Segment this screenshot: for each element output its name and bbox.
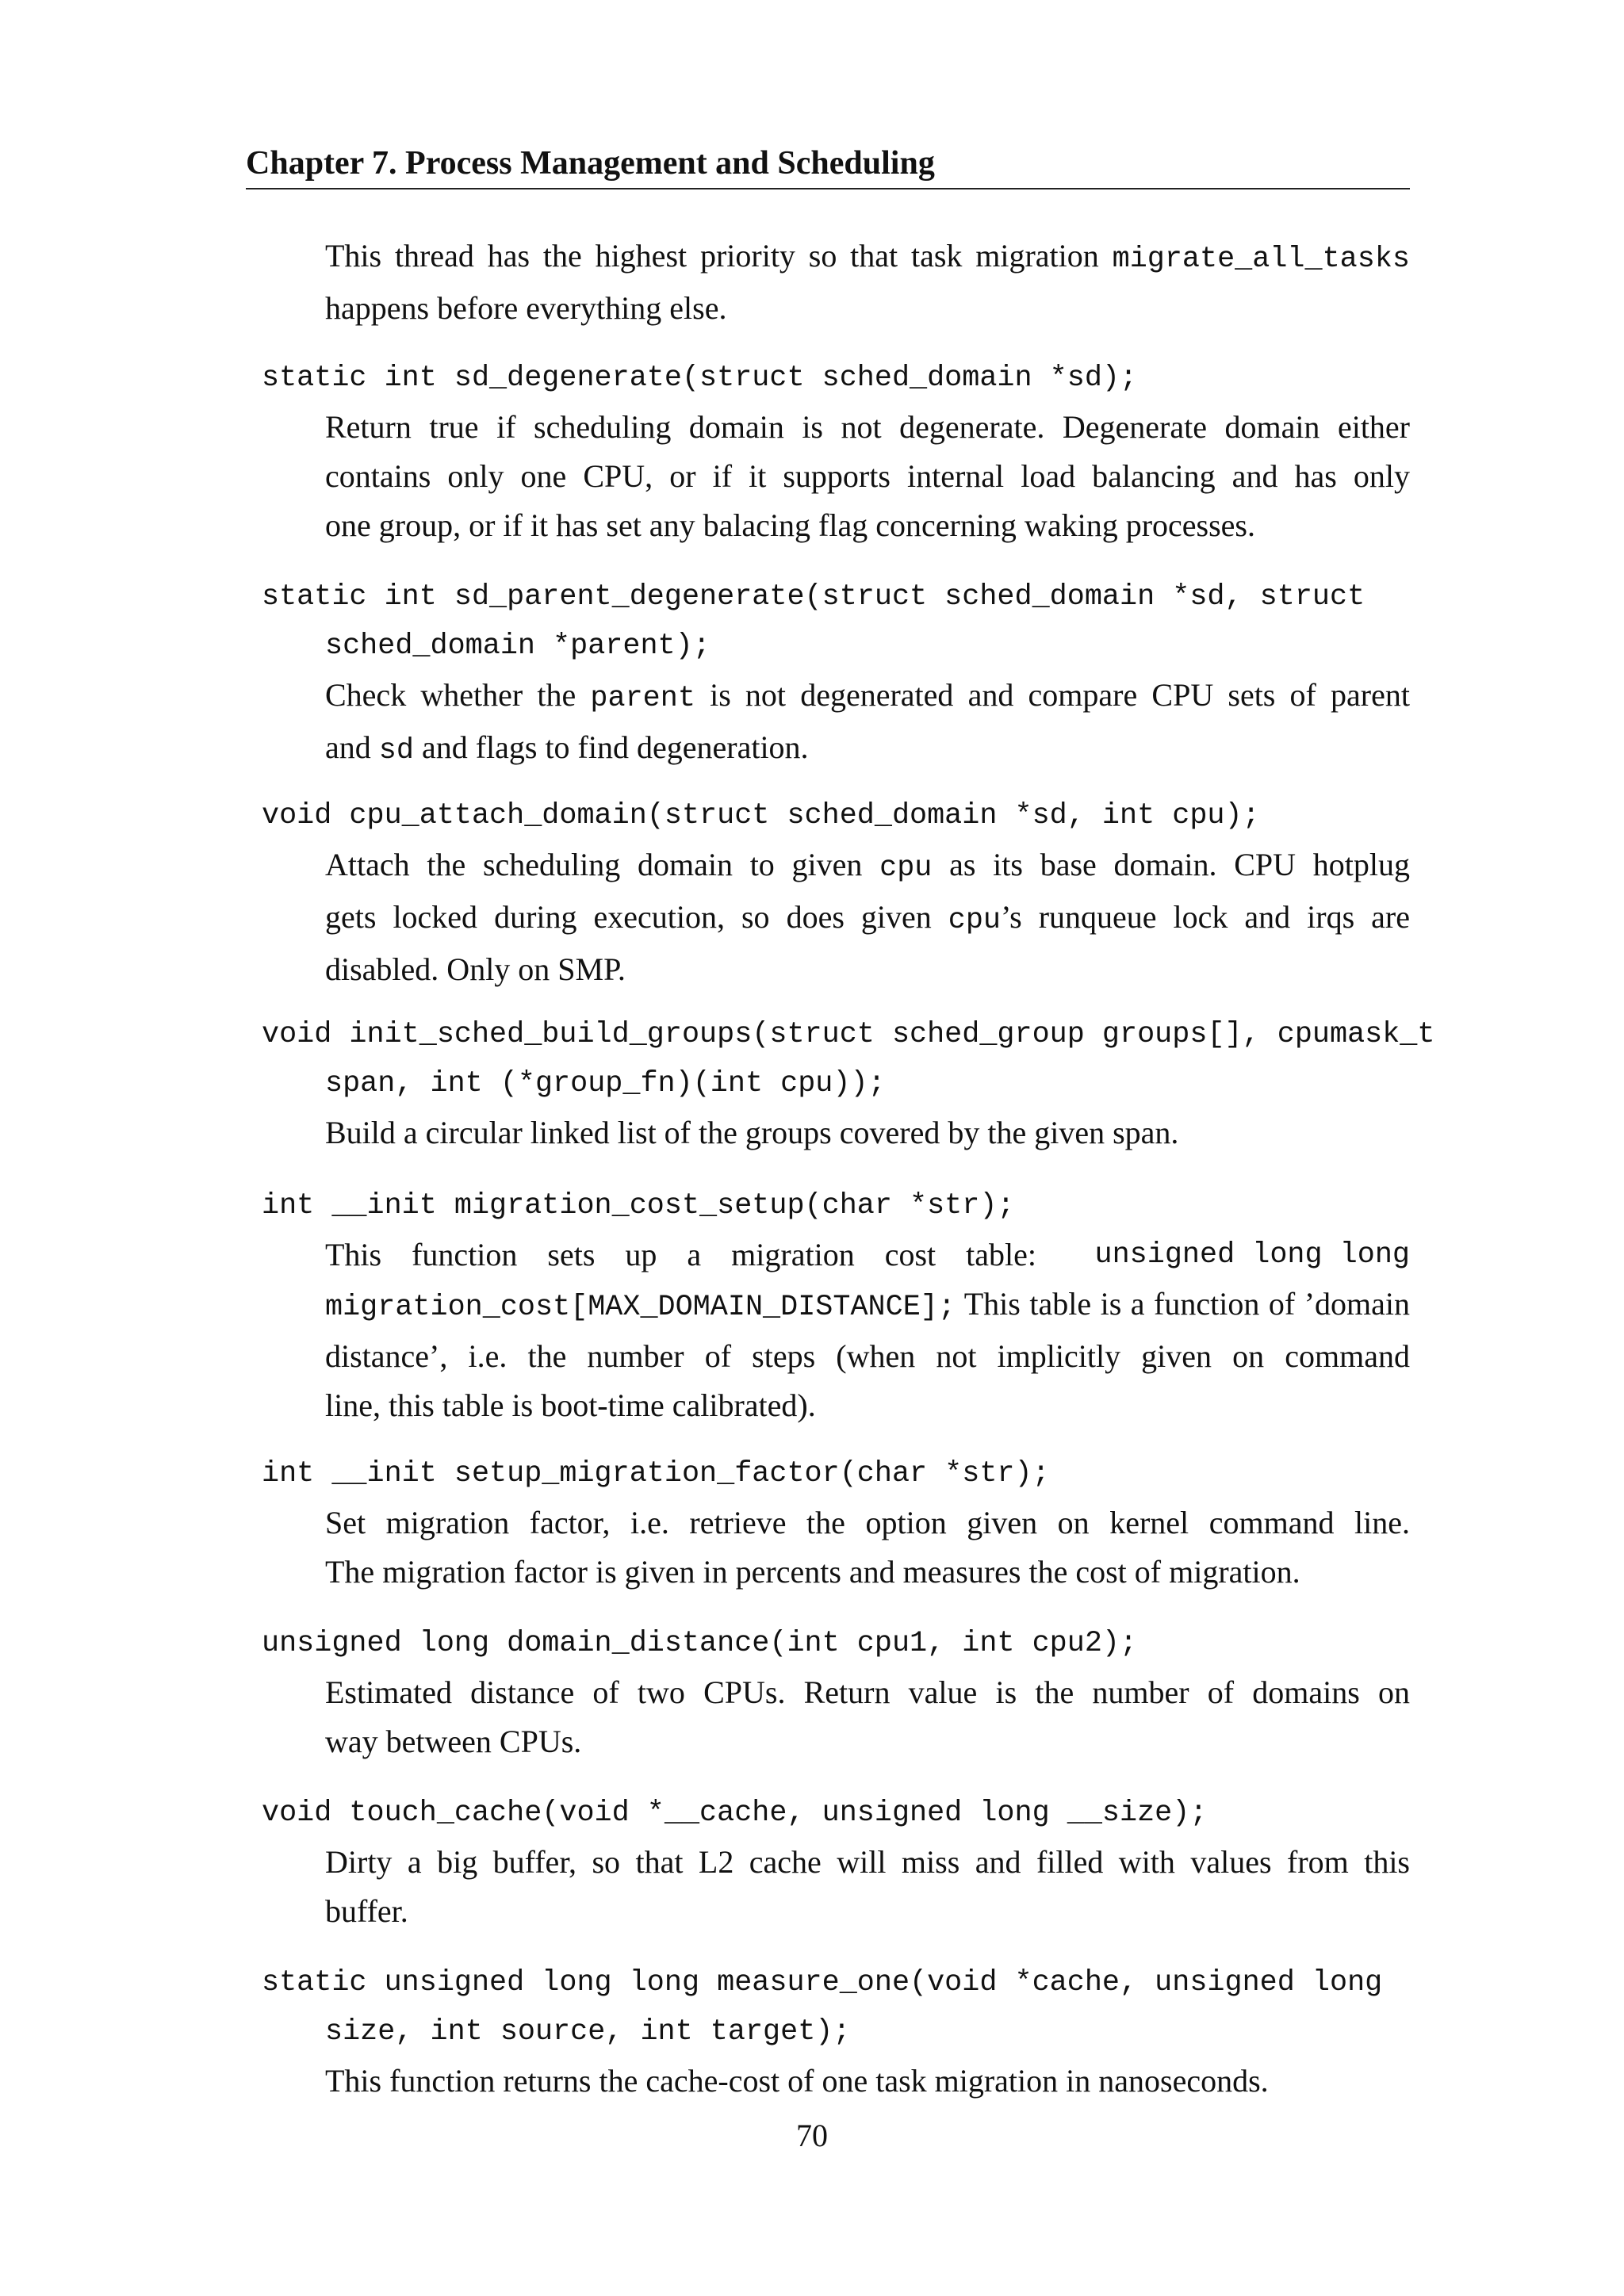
- inline-code: sd: [378, 734, 414, 767]
- function-description: Estimated distance of two CPUs. Return value is the number of domains on way between CPUs.: [325, 1674, 1410, 1759]
- inline-code: migration_cost[MAX_DOMAIN_DISTANCE];: [325, 1291, 956, 1324]
- function-prototype-continuation: span, int (*group_fn)(int cpu));: [325, 1067, 886, 1100]
- function-description: Return true if scheduling domain is not degenerate. Degenerate domain either contains only one CPU, or if it supports internal load balancing and has only one group, or if it has set any balacing flag concerning waking processes.: [325, 409, 1410, 543]
- function-entry: [262, 1010, 1435, 1158]
- function-description: This function sets up a migration cost table: unsigned long long migration_cost[MAX_DOMAIN_DISTANCE]; This table is a function of ’domain distance’, i.e. the number of steps (when not implicitly given on command line, this table is boot-time calibrated).: [262, 1230, 1410, 1430]
- function-entry: [262, 1958, 1410, 2106]
- page-number: 70: [796, 2118, 828, 2153]
- function-description: This function returns the cache-cost of one task migration in nanoseconds.: [325, 2063, 1269, 2099]
- function-description: Attach the scheduling domain to given cpu as its base domain. CPU hotplug gets locked during execution, so does given cpu’s runqueue lock and irqs are disabled. Only on SMP.: [325, 847, 1410, 987]
- function-prototype-continuation: sched_domain *parent);: [325, 629, 710, 663]
- function-entry: [262, 354, 1410, 550]
- function-description: Dirty a big buffer, so that L2 cache will miss and filled with values from this buffer.: [325, 1844, 1410, 1929]
- function-prototype: int __init migration_cost_setup(char *str);: [262, 1189, 1015, 1223]
- function-prototype: unsigned long domain_distance(int cpu1, int cpu2);: [262, 1627, 1138, 1660]
- running-head: Chapter 7. Process Management and Scheduling: [246, 145, 935, 182]
- function-prototype: void touch_cache(void *__cache, unsigned long __size);: [262, 1797, 1208, 1830]
- function-prototype-continuation: size, int source, int target);: [325, 2015, 851, 2049]
- function-entry: [262, 791, 1410, 994]
- function-prototype: void init_sched_build_groups(struct sched_group groups[], cpumask_t: [262, 1018, 1435, 1051]
- function-description: Set migration factor, i.e. retrieve the option given on kernel command line. The migration factor is given in percents and measures the cost of migration.: [325, 1505, 1410, 1590]
- inline-code: cpu: [948, 904, 1002, 937]
- function-prototype: int __init setup_migration_factor(char *str);: [262, 1457, 1050, 1490]
- function-prototype: void cpu_attach_domain(struct sched_domain *sd, int cpu);: [262, 799, 1260, 832]
- intro-line-1: This thread has the highest priority so that task migration migrate_all_tasks: [325, 238, 1410, 276]
- header-rule: [246, 188, 1410, 189]
- function-prototype: static unsigned long long measure_one(void *cache, unsigned long: [262, 1966, 1383, 1999]
- function-description: Build a circular linked list of the groups covered by the given span.: [325, 1115, 1179, 1150]
- function-prototype: static int sd_degenerate(struct sched_domain *sd);: [262, 362, 1138, 395]
- intro-line-2: happens before everything else.: [325, 290, 727, 326]
- inline-code: migrate_all_tasks: [1112, 243, 1410, 276]
- inline-code: unsigned long long: [1094, 1238, 1410, 1272]
- function-prototype: static int sd_parent_degenerate(struct sched_domain *sd, struct: [262, 580, 1365, 614]
- function-entry: [262, 1619, 1410, 1766]
- function-entry: [262, 1789, 1410, 1936]
- inline-code: cpu: [879, 851, 933, 885]
- inline-code: parent: [590, 682, 695, 715]
- function-entry: [262, 1181, 1410, 1430]
- intro-paragraph: [262, 232, 1410, 333]
- function-entry: [262, 572, 1410, 775]
- function-entry: [262, 1449, 1410, 1597]
- function-description: Check whether the parent is not degenerated and compare CPU sets of parent and sd and flags to find degeneration.: [325, 677, 1410, 767]
